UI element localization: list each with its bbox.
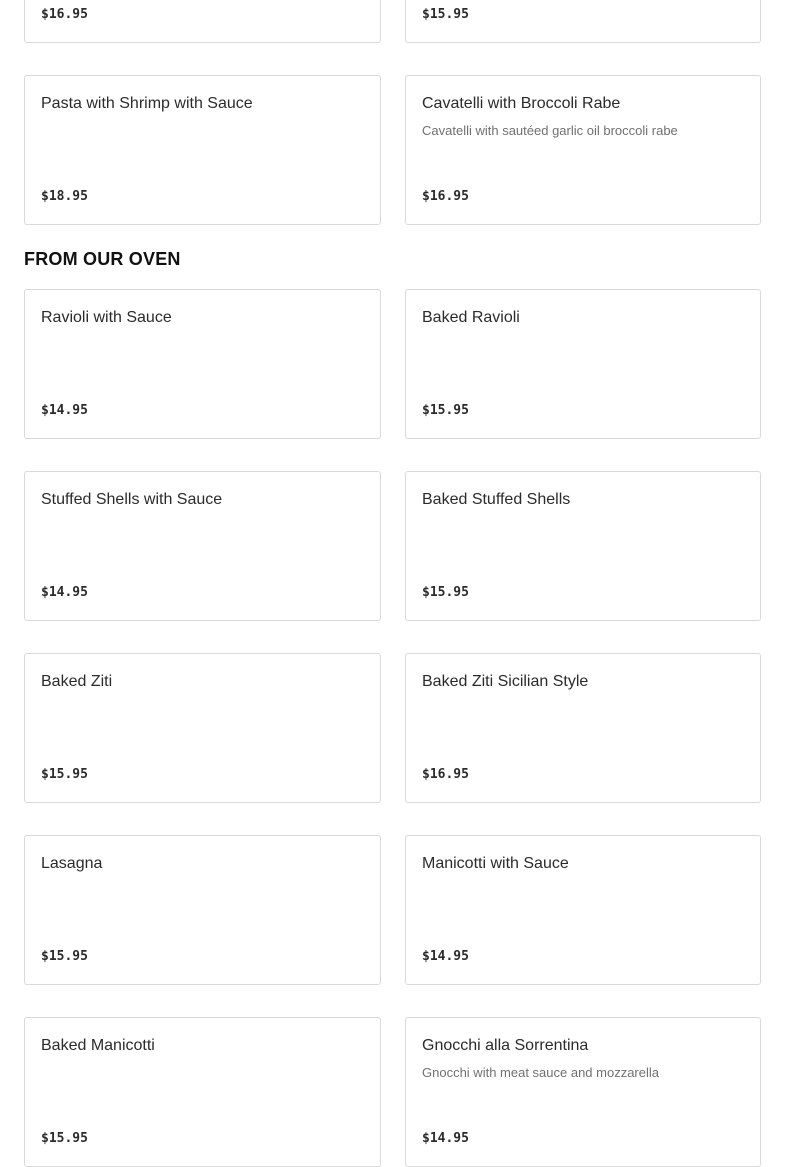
item-description: Cavatelli with sautéed garlic oil broccoli rabe: [422, 123, 678, 138]
menu-item-card[interactable]: [24, 653, 381, 803]
menu-item-card[interactable]: [405, 0, 761, 43]
item-name: Cavatelli with Broccoli Rabe: [422, 95, 621, 112]
menu-item-card[interactable]: [24, 0, 381, 43]
item-price: $14.95: [41, 585, 88, 600]
item-name: Baked Ziti Sicilian Style: [422, 673, 589, 690]
menu-item-card[interactable]: [405, 289, 761, 439]
menu-item-card[interactable]: [405, 471, 761, 621]
item-name: Gnocchi alla Sorrentina: [422, 1037, 589, 1054]
item-price: $15.95: [422, 7, 469, 22]
menu-item-card[interactable]: [405, 75, 761, 225]
item-price: $16.95: [422, 767, 469, 782]
menu-item-card[interactable]: [24, 835, 381, 985]
section-title: FROM OUR OVEN: [24, 249, 181, 269]
item-name: Baked Ziti: [41, 673, 113, 690]
item-name: Ravioli with Sauce: [41, 309, 172, 326]
item-price: $15.95: [41, 949, 88, 964]
item-name: Baked Stuffed Shells: [422, 491, 571, 508]
menu-item-card[interactable]: [405, 653, 761, 803]
item-description: Gnocchi with meat sauce and mozzarella: [422, 1065, 660, 1080]
item-price: $16.95: [41, 7, 88, 22]
item-name: Baked Manicotti: [41, 1037, 155, 1054]
item-price: $14.95: [41, 403, 88, 418]
item-name: Stuffed Shells with Sauce: [41, 491, 223, 508]
menu-item-card[interactable]: [24, 1017, 381, 1167]
item-name: Pasta with Shrimp with Sauce: [41, 95, 253, 112]
menu-item-card[interactable]: [24, 471, 381, 621]
item-price: $14.95: [422, 949, 469, 964]
item-price: $15.95: [422, 403, 469, 418]
item-price: $15.95: [422, 585, 469, 600]
item-price: $18.95: [41, 189, 88, 204]
item-price: $15.95: [41, 1131, 88, 1146]
item-name: Manicotti with Sauce: [422, 855, 569, 872]
menu-item-card[interactable]: [24, 289, 381, 439]
menu-item-card[interactable]: [405, 1017, 761, 1167]
item-price: $14.95: [422, 1131, 469, 1146]
item-name: Baked Ravioli: [422, 309, 520, 326]
menu-item-card[interactable]: [405, 835, 761, 985]
item-price: $15.95: [41, 767, 88, 782]
item-price: $16.95: [422, 189, 469, 204]
menu-item-card[interactable]: [24, 75, 381, 225]
item-name: Lasagna: [41, 855, 103, 872]
